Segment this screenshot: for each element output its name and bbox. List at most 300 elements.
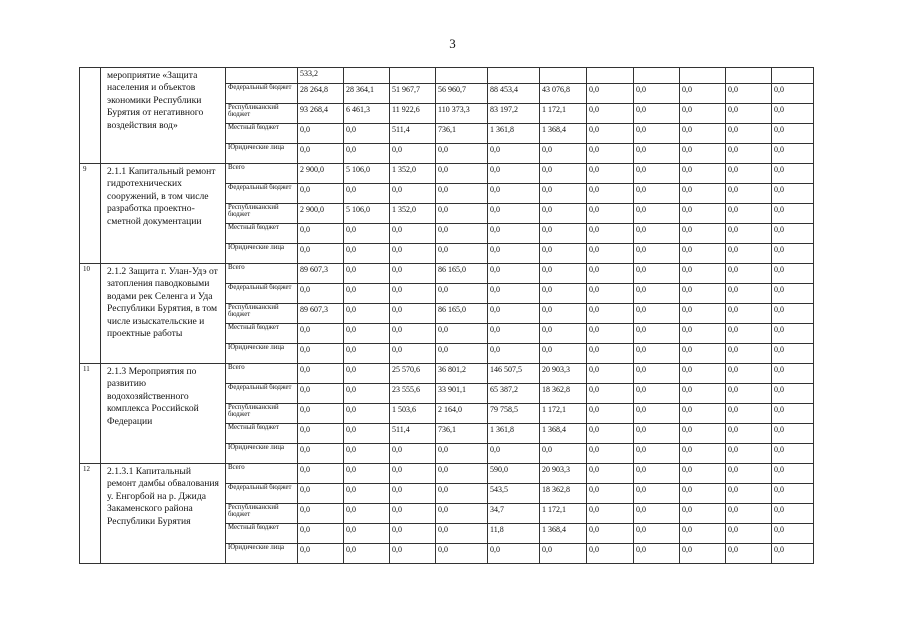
- value-cell: 0,0: [634, 364, 680, 384]
- value-cell: 0,0: [540, 224, 587, 244]
- funding-source-cell: Местный бюджет: [226, 524, 298, 544]
- value-cell: 0,0: [726, 444, 772, 464]
- value-cell: 0,0: [390, 544, 436, 564]
- value-cell: 0,0: [488, 144, 540, 164]
- value-cell: 0,0: [344, 324, 390, 344]
- value-cell: 33 901,1: [436, 384, 488, 404]
- value-cell: 0,0: [298, 364, 344, 384]
- value-cell: 0,0: [298, 464, 344, 484]
- value-cell: 0,0: [436, 524, 488, 544]
- row-index-cell: 11: [80, 364, 101, 464]
- value-cell: 0,0: [634, 324, 680, 344]
- funding-source-cell: Федеральный бюджет: [226, 84, 298, 104]
- funding-source-cell: Федеральный бюджет: [226, 284, 298, 304]
- value-cell: 0,0: [726, 224, 772, 244]
- value-cell: 0,0: [726, 364, 772, 384]
- value-cell: 89 607,3: [298, 304, 344, 324]
- value-cell: 0,0: [634, 244, 680, 264]
- value-cell: 0,0: [390, 524, 436, 544]
- value-cell: 0,0: [488, 164, 540, 184]
- value-cell: 51 967,7: [390, 84, 436, 104]
- value-cell: 0,0: [540, 264, 587, 284]
- funding-source-cell: Юридические лица: [226, 244, 298, 264]
- value-cell: 0,0: [772, 244, 814, 264]
- value-cell: 18 362,8: [540, 384, 587, 404]
- value-cell: 0,0: [540, 144, 587, 164]
- value-cell: 0,0: [634, 404, 680, 424]
- value-cell: 0,0: [298, 324, 344, 344]
- value-cell: 1 352,0: [390, 164, 436, 184]
- value-cell: 0,0: [634, 444, 680, 464]
- value-cell: 0,0: [726, 184, 772, 204]
- value-cell: 0,0: [587, 104, 634, 124]
- value-cell: 0,0: [488, 184, 540, 204]
- value-cell: 0,0: [298, 184, 344, 204]
- funding-source-cell: [226, 68, 298, 84]
- value-cell: 1 368,4: [540, 424, 587, 444]
- value-cell: 0,0: [726, 284, 772, 304]
- funding-source-cell: Местный бюджет: [226, 324, 298, 344]
- value-cell: 0,0: [390, 484, 436, 504]
- value-cell: [436, 68, 488, 84]
- value-cell: 0,0: [726, 264, 772, 284]
- value-cell: 11,8: [488, 524, 540, 544]
- value-cell: [488, 68, 540, 84]
- value-cell: 0,0: [344, 144, 390, 164]
- value-cell: 0,0: [772, 324, 814, 344]
- value-cell: 0,0: [390, 304, 436, 324]
- value-cell: 0,0: [488, 224, 540, 244]
- value-cell: 0,0: [344, 544, 390, 564]
- table-row: [80, 68, 814, 84]
- value-cell: 0,0: [726, 324, 772, 344]
- value-cell: 0,0: [390, 224, 436, 244]
- value-cell: 0,0: [772, 264, 814, 284]
- value-cell: 0,0: [680, 484, 726, 504]
- value-cell: 0,0: [680, 464, 726, 484]
- value-cell: 0,0: [634, 124, 680, 144]
- value-cell: 0,0: [344, 504, 390, 524]
- value-cell: 0,0: [772, 384, 814, 404]
- activity-name-cell: 2.1.3 Мероприятия по развитию водохозяйственного комплекса Российской Федерации: [101, 364, 226, 464]
- value-cell: 0,0: [298, 124, 344, 144]
- value-cell: 0,0: [680, 324, 726, 344]
- value-cell: 0,0: [390, 504, 436, 524]
- value-cell: 0,0: [587, 504, 634, 524]
- value-cell: 0,0: [344, 524, 390, 544]
- value-cell: 0,0: [488, 344, 540, 364]
- value-cell: 0,0: [772, 124, 814, 144]
- value-cell: [634, 68, 680, 84]
- value-cell: 0,0: [298, 444, 344, 464]
- value-cell: 0,0: [488, 444, 540, 464]
- value-cell: 0,0: [680, 344, 726, 364]
- value-cell: [344, 68, 390, 84]
- value-cell: 65 387,2: [488, 384, 540, 404]
- value-cell: 0,0: [726, 104, 772, 124]
- value-cell: 1 368,4: [540, 124, 587, 144]
- value-cell: 5 106,0: [344, 204, 390, 224]
- value-cell: 0,0: [344, 244, 390, 264]
- value-cell: 0,0: [390, 184, 436, 204]
- value-cell: 0,0: [587, 164, 634, 184]
- value-cell: 0,0: [680, 424, 726, 444]
- value-cell: 0,0: [436, 504, 488, 524]
- value-cell: 0,0: [634, 484, 680, 504]
- value-cell: 0,0: [680, 264, 726, 284]
- value-cell: 0,0: [634, 524, 680, 544]
- funding-source-cell: Всего: [226, 364, 298, 384]
- funding-source-cell: Всего: [226, 264, 298, 284]
- row-index-cell: 10: [80, 264, 101, 364]
- value-cell: 0,0: [436, 484, 488, 504]
- value-cell: 0,0: [680, 284, 726, 304]
- value-cell: 736,1: [436, 424, 488, 444]
- value-cell: 0,0: [634, 264, 680, 284]
- value-cell: 0,0: [680, 544, 726, 564]
- value-cell: 11 922,6: [390, 104, 436, 124]
- value-cell: 0,0: [298, 504, 344, 524]
- value-cell: 86 165,0: [436, 264, 488, 284]
- funding-source-cell: Всего: [226, 464, 298, 484]
- value-cell: 0,0: [634, 164, 680, 184]
- funding-source-cell: Всего: [226, 164, 298, 184]
- value-cell: 0,0: [344, 304, 390, 324]
- value-cell: 2 164,0: [436, 404, 488, 424]
- value-cell: 0,0: [540, 164, 587, 184]
- value-cell: 0,0: [772, 484, 814, 504]
- value-cell: 0,0: [634, 224, 680, 244]
- funding-source-cell: Юридические лица: [226, 544, 298, 564]
- value-cell: 0,0: [540, 304, 587, 324]
- value-cell: 0,0: [726, 124, 772, 144]
- value-cell: 1 503,6: [390, 404, 436, 424]
- value-cell: 0,0: [298, 224, 344, 244]
- value-cell: 0,0: [587, 484, 634, 504]
- value-cell: 0,0: [540, 544, 587, 564]
- activity-name-cell: 2.1.1 Капитальный ремонт гидротехнических сооружений, в том числе разработка проектно-сметной документации: [101, 164, 226, 264]
- value-cell: 0,0: [726, 484, 772, 504]
- value-cell: 0,0: [344, 384, 390, 404]
- value-cell: 0,0: [680, 204, 726, 224]
- row-index-cell: 9: [80, 164, 101, 264]
- value-cell: 0,0: [634, 544, 680, 564]
- table-row: [80, 364, 814, 384]
- value-cell: 0,0: [488, 284, 540, 304]
- value-cell: 0,0: [634, 144, 680, 164]
- value-cell: 0,0: [587, 304, 634, 324]
- row-index-cell: 12: [80, 464, 101, 564]
- value-cell: 533,2: [298, 68, 344, 84]
- value-cell: 0,0: [298, 384, 344, 404]
- value-cell: 6 461,3: [344, 104, 390, 124]
- value-cell: 0,0: [726, 544, 772, 564]
- value-cell: 0,0: [587, 244, 634, 264]
- value-cell: 511,4: [390, 124, 436, 144]
- value-cell: 0,0: [488, 204, 540, 224]
- row-index-cell: [80, 68, 101, 164]
- value-cell: 0,0: [680, 504, 726, 524]
- funding-source-cell: Местный бюджет: [226, 224, 298, 244]
- value-cell: 0,0: [726, 504, 772, 524]
- value-cell: 20 903,3: [540, 364, 587, 384]
- value-cell: 0,0: [587, 324, 634, 344]
- value-cell: 0,0: [726, 404, 772, 424]
- value-cell: 0,0: [772, 404, 814, 424]
- value-cell: 0,0: [436, 324, 488, 344]
- value-cell: 0,0: [587, 344, 634, 364]
- value-cell: 0,0: [587, 84, 634, 104]
- value-cell: 0,0: [436, 444, 488, 464]
- value-cell: 0,0: [634, 464, 680, 484]
- value-cell: 0,0: [772, 544, 814, 564]
- value-cell: 0,0: [680, 404, 726, 424]
- value-cell: 0,0: [680, 84, 726, 104]
- value-cell: 56 960,7: [436, 84, 488, 104]
- value-cell: 0,0: [436, 144, 488, 164]
- value-cell: 0,0: [298, 244, 344, 264]
- value-cell: 0,0: [540, 444, 587, 464]
- funding-source-cell: Республиканский бюджет: [226, 104, 298, 124]
- value-cell: 0,0: [298, 144, 344, 164]
- funding-source-cell: Федеральный бюджет: [226, 484, 298, 504]
- value-cell: 0,0: [772, 464, 814, 484]
- value-cell: 1 361,8: [488, 424, 540, 444]
- value-cell: 83 197,2: [488, 104, 540, 124]
- value-cell: 0,0: [587, 204, 634, 224]
- budget-table: [79, 67, 814, 564]
- activity-name-cell: 2.1.3.1 Капитальный ремонт дамбы обвалования у. Енгорбой на р. Джида Закаменского района Республики Бурятия: [101, 464, 226, 564]
- value-cell: 0,0: [680, 244, 726, 264]
- value-cell: 0,0: [680, 184, 726, 204]
- value-cell: 0,0: [587, 264, 634, 284]
- value-cell: 0,0: [436, 284, 488, 304]
- value-cell: 110 373,3: [436, 104, 488, 124]
- funding-source-cell: Республиканский бюджет: [226, 404, 298, 424]
- value-cell: 0,0: [436, 184, 488, 204]
- value-cell: 146 507,5: [488, 364, 540, 384]
- value-cell: 0,0: [436, 164, 488, 184]
- value-cell: 0,0: [680, 304, 726, 324]
- value-cell: 0,0: [772, 204, 814, 224]
- value-cell: 0,0: [298, 524, 344, 544]
- value-cell: [540, 68, 587, 84]
- value-cell: 511,4: [390, 424, 436, 444]
- value-cell: 2 900,0: [298, 204, 344, 224]
- value-cell: 18 362,8: [540, 484, 587, 504]
- value-cell: 0,0: [436, 464, 488, 484]
- value-cell: [726, 68, 772, 84]
- value-cell: 0,0: [587, 424, 634, 444]
- value-cell: 2 900,0: [298, 164, 344, 184]
- value-cell: 0,0: [772, 504, 814, 524]
- value-cell: 0,0: [390, 264, 436, 284]
- activity-name-cell: 2.1.2 Защита г. Улан-Удэ от затопления паводковыми водами рек Селенга и Уда Республики Бурятия, в том числе изыскательские и проектные работы: [101, 264, 226, 364]
- value-cell: 0,0: [436, 224, 488, 244]
- value-cell: 0,0: [344, 364, 390, 384]
- table-row: [80, 164, 814, 184]
- value-cell: 0,0: [772, 344, 814, 364]
- value-cell: 0,0: [540, 244, 587, 264]
- value-cell: 0,0: [298, 284, 344, 304]
- value-cell: 1 361,8: [488, 124, 540, 144]
- value-cell: 0,0: [587, 184, 634, 204]
- funding-source-cell: Федеральный бюджет: [226, 184, 298, 204]
- value-cell: 0,0: [436, 544, 488, 564]
- funding-source-cell: Республиканский бюджет: [226, 304, 298, 324]
- value-cell: 0,0: [298, 424, 344, 444]
- value-cell: 0,0: [772, 164, 814, 184]
- value-cell: 0,0: [488, 244, 540, 264]
- value-cell: 0,0: [344, 424, 390, 444]
- value-cell: 0,0: [772, 304, 814, 324]
- value-cell: 0,0: [680, 164, 726, 184]
- value-cell: 0,0: [772, 224, 814, 244]
- value-cell: 0,0: [772, 184, 814, 204]
- value-cell: 0,0: [540, 184, 587, 204]
- value-cell: 0,0: [726, 304, 772, 324]
- value-cell: 0,0: [344, 444, 390, 464]
- value-cell: 0,0: [344, 224, 390, 244]
- value-cell: 0,0: [634, 304, 680, 324]
- value-cell: [587, 68, 634, 84]
- value-cell: 0,0: [726, 464, 772, 484]
- value-cell: 88 453,4: [488, 84, 540, 104]
- value-cell: 0,0: [726, 204, 772, 224]
- funding-source-cell: Местный бюджет: [226, 124, 298, 144]
- value-cell: 0,0: [344, 284, 390, 304]
- value-cell: 0,0: [634, 184, 680, 204]
- value-cell: 0,0: [726, 384, 772, 404]
- value-cell: 93 268,4: [298, 104, 344, 124]
- value-cell: 0,0: [680, 124, 726, 144]
- value-cell: 0,0: [344, 344, 390, 364]
- value-cell: 0,0: [587, 524, 634, 544]
- value-cell: 1 172,1: [540, 104, 587, 124]
- value-cell: 0,0: [540, 324, 587, 344]
- value-cell: 20 903,3: [540, 464, 587, 484]
- value-cell: 25 570,6: [390, 364, 436, 384]
- value-cell: 0,0: [344, 484, 390, 504]
- value-cell: [680, 68, 726, 84]
- value-cell: 0,0: [726, 344, 772, 364]
- value-cell: 0,0: [634, 84, 680, 104]
- value-cell: 1 352,0: [390, 204, 436, 224]
- value-cell: 0,0: [488, 304, 540, 324]
- value-cell: 0,0: [726, 164, 772, 184]
- value-cell: 0,0: [587, 364, 634, 384]
- value-cell: 0,0: [680, 104, 726, 124]
- value-cell: 0,0: [680, 224, 726, 244]
- funding-source-cell: Республиканский бюджет: [226, 504, 298, 524]
- value-cell: 34,7: [488, 504, 540, 524]
- value-cell: 543,5: [488, 484, 540, 504]
- value-cell: 28 264,8: [298, 84, 344, 104]
- value-cell: [772, 68, 814, 84]
- value-cell: 0,0: [587, 444, 634, 464]
- value-cell: 0,0: [634, 344, 680, 364]
- value-cell: 0,0: [390, 244, 436, 264]
- value-cell: 0,0: [488, 544, 540, 564]
- value-cell: 0,0: [298, 344, 344, 364]
- value-cell: 0,0: [772, 524, 814, 544]
- value-cell: 0,0: [488, 264, 540, 284]
- value-cell: 0,0: [390, 144, 436, 164]
- value-cell: 0,0: [634, 104, 680, 124]
- value-cell: 0,0: [587, 404, 634, 424]
- value-cell: 0,0: [772, 144, 814, 164]
- value-cell: 0,0: [726, 144, 772, 164]
- value-cell: 0,0: [772, 84, 814, 104]
- activity-name-cell: мероприятие «Защита населения и объектов экономики Республики Бурятия от негативного воздействия вод»: [101, 68, 226, 164]
- value-cell: 0,0: [298, 404, 344, 424]
- value-cell: 0,0: [680, 384, 726, 404]
- value-cell: 0,0: [587, 544, 634, 564]
- value-cell: 0,0: [634, 384, 680, 404]
- value-cell: 0,0: [772, 444, 814, 464]
- value-cell: 0,0: [344, 264, 390, 284]
- table-row: [80, 264, 814, 284]
- value-cell: 0,0: [540, 344, 587, 364]
- funding-source-cell: Юридические лица: [226, 344, 298, 364]
- value-cell: 0,0: [540, 204, 587, 224]
- value-cell: 89 607,3: [298, 264, 344, 284]
- value-cell: 0,0: [587, 384, 634, 404]
- value-cell: 0,0: [772, 284, 814, 304]
- funding-source-cell: Местный бюджет: [226, 424, 298, 444]
- value-cell: 0,0: [436, 344, 488, 364]
- value-cell: 0,0: [587, 224, 634, 244]
- value-cell: 0,0: [540, 284, 587, 304]
- value-cell: 0,0: [436, 204, 488, 224]
- value-cell: 0,0: [726, 424, 772, 444]
- funding-source-cell: Юридические лица: [226, 444, 298, 464]
- value-cell: 0,0: [772, 424, 814, 444]
- value-cell: 0,0: [772, 364, 814, 384]
- value-cell: 1 172,1: [540, 404, 587, 424]
- value-cell: 0,0: [298, 544, 344, 564]
- value-cell: 0,0: [436, 244, 488, 264]
- value-cell: 0,0: [390, 344, 436, 364]
- value-cell: [390, 68, 436, 84]
- value-cell: 0,0: [680, 144, 726, 164]
- value-cell: 5 106,0: [344, 164, 390, 184]
- value-cell: 0,0: [344, 184, 390, 204]
- value-cell: 1 368,4: [540, 524, 587, 544]
- value-cell: 0,0: [390, 464, 436, 484]
- value-cell: 0,0: [488, 324, 540, 344]
- value-cell: 0,0: [680, 524, 726, 544]
- value-cell: 0,0: [587, 124, 634, 144]
- value-cell: 0,0: [390, 324, 436, 344]
- value-cell: 590,0: [488, 464, 540, 484]
- value-cell: 0,0: [344, 404, 390, 424]
- table-row: [80, 464, 814, 484]
- funding-source-cell: Республиканский бюджет: [226, 204, 298, 224]
- value-cell: 0,0: [772, 104, 814, 124]
- value-cell: 0,0: [634, 504, 680, 524]
- value-cell: 0,0: [390, 284, 436, 304]
- value-cell: 86 165,0: [436, 304, 488, 324]
- value-cell: 23 555,6: [390, 384, 436, 404]
- value-cell: 0,0: [634, 284, 680, 304]
- page-number: 3: [449, 36, 456, 51]
- value-cell: 43 076,8: [540, 84, 587, 104]
- value-cell: 0,0: [344, 464, 390, 484]
- value-cell: 0,0: [726, 524, 772, 544]
- value-cell: 0,0: [726, 244, 772, 264]
- table-body: [80, 68, 814, 564]
